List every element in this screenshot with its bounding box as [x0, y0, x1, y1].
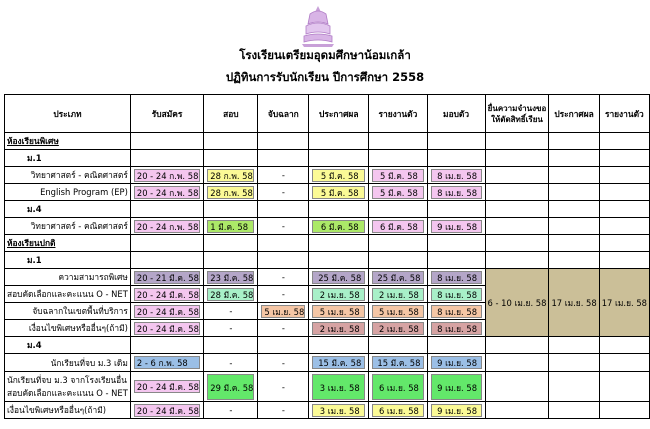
row-label: สอบคัดเลือกและคะแนน O - NET [5, 286, 131, 303]
table-row [5, 167, 650, 184]
enroll-date: 8 เม.ย. 58 [431, 186, 482, 199]
exam-date: - [204, 303, 258, 320]
table-row [5, 372, 650, 402]
announce-date: 2 เม.ย. 58 [312, 288, 365, 301]
school-title: โรงเรียนเตรียมอุดมศึกษาน้อมเกล้า [239, 48, 411, 62]
announce-date: 15 มี.ค. 58 [312, 356, 365, 369]
lottery-date: - [258, 402, 309, 419]
lottery-date: - [258, 218, 309, 235]
report-date: 5 มี.ค. 58 [372, 169, 423, 182]
level-row [5, 201, 650, 218]
level-label: ม.4 [5, 337, 131, 354]
row-label: วิทยาศาสตร์ - คณิตศาสตร์ [5, 167, 131, 184]
level-row [5, 252, 650, 269]
merged-report-date: 17 เม.ย. 58 [599, 269, 649, 337]
enroll-date: 8 เม.ย. 58 [431, 305, 482, 318]
section-title: ห้องเรียนปกติ [5, 235, 131, 252]
apply-date: 20 - 21 มี.ค. 58 [134, 271, 200, 284]
announce-date: 3 เม.ย. 58 [312, 374, 365, 400]
apply-date: 20 - 24 มี.ค. 58 [134, 305, 200, 318]
report-date: 6 มี.ค. 58 [372, 220, 423, 233]
merged-request-date: 6 - 10 เม.ย. 58 [485, 269, 549, 337]
column-header-announce-2: ประกาศผล [549, 95, 599, 133]
row-label: จับฉลากในเขตพื้นที่บริการ [5, 303, 131, 320]
level-row [5, 150, 650, 167]
admission-schedule-table [4, 94, 650, 419]
lottery-date: - [258, 372, 309, 402]
row-label: ความสามารถพิเศษ [5, 269, 131, 286]
lottery-date: - [258, 269, 309, 286]
exam-date: - [204, 402, 258, 419]
row-label: เงื่อนไขพิเศษหรืออื่นๆ(ถ้ามี) [5, 402, 131, 419]
announce-date: 5 มี.ค. 58 [312, 169, 365, 182]
lottery-date: - [258, 286, 309, 303]
section-row [5, 235, 650, 252]
announce-date: 5 เม.ย. 58 [312, 305, 365, 318]
apply-date: 20 - 24 มี.ค. 58 [134, 404, 200, 417]
report-date: 15 มี.ค. 58 [372, 356, 423, 369]
enroll-date: 8 เม.ย. 58 [431, 322, 482, 335]
column-header-exam: สอบ [204, 95, 258, 133]
column-header-enroll: มอบตัว [427, 95, 485, 133]
table-row [5, 218, 650, 235]
enroll-date: 8 เม.ย. 58 [431, 169, 482, 182]
page-header [0, 0, 650, 94]
apply-date: 20 - 24 มี.ค. 58 [134, 380, 200, 393]
column-header-apply: รับสมัคร [130, 95, 203, 133]
report-date: 2 เม.ย. 58 [372, 322, 423, 335]
enroll-date: 9 เม.ย. 58 [431, 356, 482, 369]
apply-date: 20 - 24 ก.พ. 58 [134, 169, 200, 182]
row-label: วิทยาศาสตร์ - คณิตศาสตร์ [5, 218, 131, 235]
report-date: 6 เม.ย. 58 [372, 404, 423, 417]
apply-date: 2 - 6 ก.พ. 58 [134, 356, 200, 369]
announce-date: 3 เม.ย. 58 [312, 404, 365, 417]
enroll-date: 8 เม.ย. 58 [431, 288, 482, 301]
enroll-date: 9 เม.ย. 58 [431, 374, 482, 400]
row-label: เงื่อนไขพิเศษหรืออื่นๆ(ถ้ามี) [5, 320, 131, 337]
announce-date: 6 มี.ค. 58 [312, 220, 365, 233]
column-header-type: ประเภท [5, 95, 131, 133]
exam-date: - [204, 354, 258, 372]
announce-date: 2 เม.ย. 58 [312, 322, 365, 335]
exam-date: 28 ก.พ. 58 [207, 186, 254, 199]
enroll-date: 9 เม.ย. 58 [431, 220, 482, 233]
exam-date: 28 ก.พ. 58 [207, 169, 254, 182]
exam-date: 28 มี.ค. 58 [207, 288, 254, 301]
table-row [5, 354, 650, 372]
apply-date: 20 - 24 มี.ค. 58 [134, 288, 200, 301]
school-crest-icon [298, 4, 338, 48]
column-header-request: ยื่นความจำนงขอให้ตัดสิทธิ์เรียน [485, 95, 549, 133]
section-row [5, 133, 650, 150]
lottery-date: - [258, 184, 309, 201]
level-label: ม.4 [5, 201, 131, 218]
report-date: 5 มี.ค. 58 [372, 186, 423, 199]
table-row [5, 402, 650, 419]
exam-date: 1 มี.ค. 58 [207, 220, 254, 233]
apply-date: 20 - 24 ก.พ. 58 [134, 186, 200, 199]
level-row [5, 337, 650, 354]
table-header-row [5, 95, 650, 133]
calendar-subtitle: ปฏิทินการรับนักเรียน ปีการศึกษา 2558 [225, 70, 425, 84]
column-header-announce: ประกาศผล [309, 95, 369, 133]
row-label: นักเรียนที่จบ ม.3 จากโรงเรียนอื่น สอบคัดเลือกและคะแนน O - NET [5, 372, 131, 402]
lottery-date: - [258, 320, 309, 337]
exam-date: - [204, 320, 258, 337]
level-label: ม.1 [5, 252, 131, 269]
report-date: 25 มี.ค. 58 [372, 271, 423, 284]
row-label: English Program (EP) [5, 184, 131, 201]
exam-date: 29 มี.ค. 58 [207, 374, 254, 400]
level-label: ม.1 [5, 150, 131, 167]
announce-date: 25 มี.ค. 58 [312, 271, 365, 284]
column-header-lottery: จับฉลาก [258, 95, 309, 133]
report-date: 5 เม.ย. 58 [372, 305, 423, 318]
apply-date: 20 - 24 มี.ค. 58 [134, 322, 200, 335]
exam-date: 23 มี.ค. 58 [207, 271, 254, 284]
table-row [5, 269, 650, 286]
lottery-date: 5 เม.ย. 58 [261, 305, 305, 318]
report-date: 2 เม.ย. 58 [372, 288, 423, 301]
enroll-date: 9 เม.ย. 58 [431, 404, 482, 417]
row-label: นักเรียนที่จบ ม.3 เดิม [5, 354, 131, 372]
section-title: ห้องเรียนพิเศษ [5, 133, 131, 150]
apply-date: 20 - 24 ก.พ. 58 [134, 220, 200, 233]
lottery-date: - [258, 167, 309, 184]
announce-date: 5 มี.ค. 58 [312, 186, 365, 199]
column-header-report: รายงานตัว [369, 95, 427, 133]
column-header-report-2: รายงานตัว [599, 95, 649, 133]
lottery-date: - [258, 354, 309, 372]
merged-announce-date: 17 เม.ย. 58 [549, 269, 599, 337]
report-date: 6 เม.ย. 58 [372, 374, 423, 400]
enroll-date: 8 เม.ย. 58 [431, 271, 482, 284]
table-row [5, 184, 650, 201]
